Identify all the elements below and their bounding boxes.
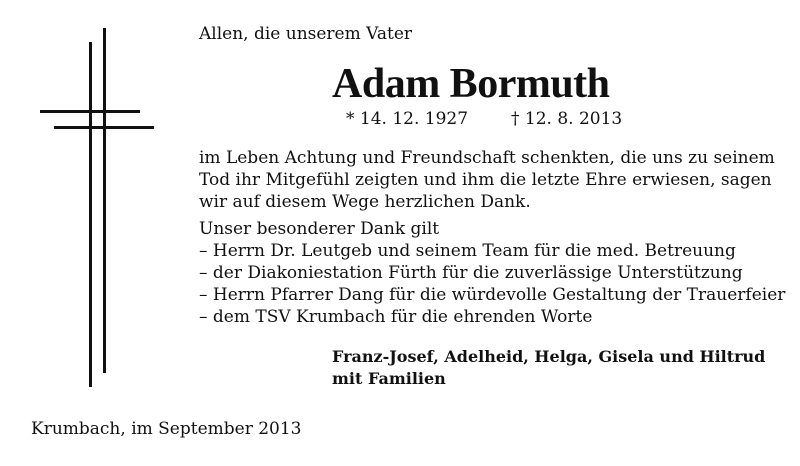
paragraph-line: wir auf diesem Wege herzlichen Dank. [199,192,531,212]
place-date-footer: Krumbach, im September 2013 [31,419,302,439]
thanks-item: – dem TSV Krumbach für die ehrenden Worte [199,307,593,327]
deceased-name: Adam Bormuth [332,61,610,107]
cross-horizontal-top [40,110,140,113]
special-thanks-list [199,218,785,328]
thanks-item: – Herrn Pfarrer Dang für die würdevolle Gestaltung der Trauerfeier [199,285,786,305]
paragraph-line: Tod ihr Mitgefühl zeigten und ihm die letzte Ehre erwiesen, sagen [199,170,772,190]
gratitude-paragraph [199,147,775,213]
family-signature [332,346,765,390]
thanks-heading: Unser besonderer Dank gilt [199,219,440,239]
thanks-item: – der Diakoniestation Fürth für die zuverlässige Unterstützung [199,263,743,283]
family-suffix: mit Familien [332,369,446,388]
thanks-item: – Herrn Dr. Leutgeb und seinem Team für die med. Betreuung [199,241,736,261]
cross-horizontal-bottom [54,126,154,129]
cross-vertical-left [89,42,92,387]
cross-vertical-right [103,28,106,373]
death-date: † 12. 8. 2013 [511,109,623,129]
paragraph-line: im Leben Achtung und Freundschaft schenkten, die uns zu seinem [199,148,775,168]
birth-date: * 14. 12. 1927 [346,109,469,129]
intro-line: Allen, die unserem Vater [199,24,413,44]
family-names: Franz-Josef, Adelheid, Helga, Gisela und Hiltrud [332,347,766,366]
